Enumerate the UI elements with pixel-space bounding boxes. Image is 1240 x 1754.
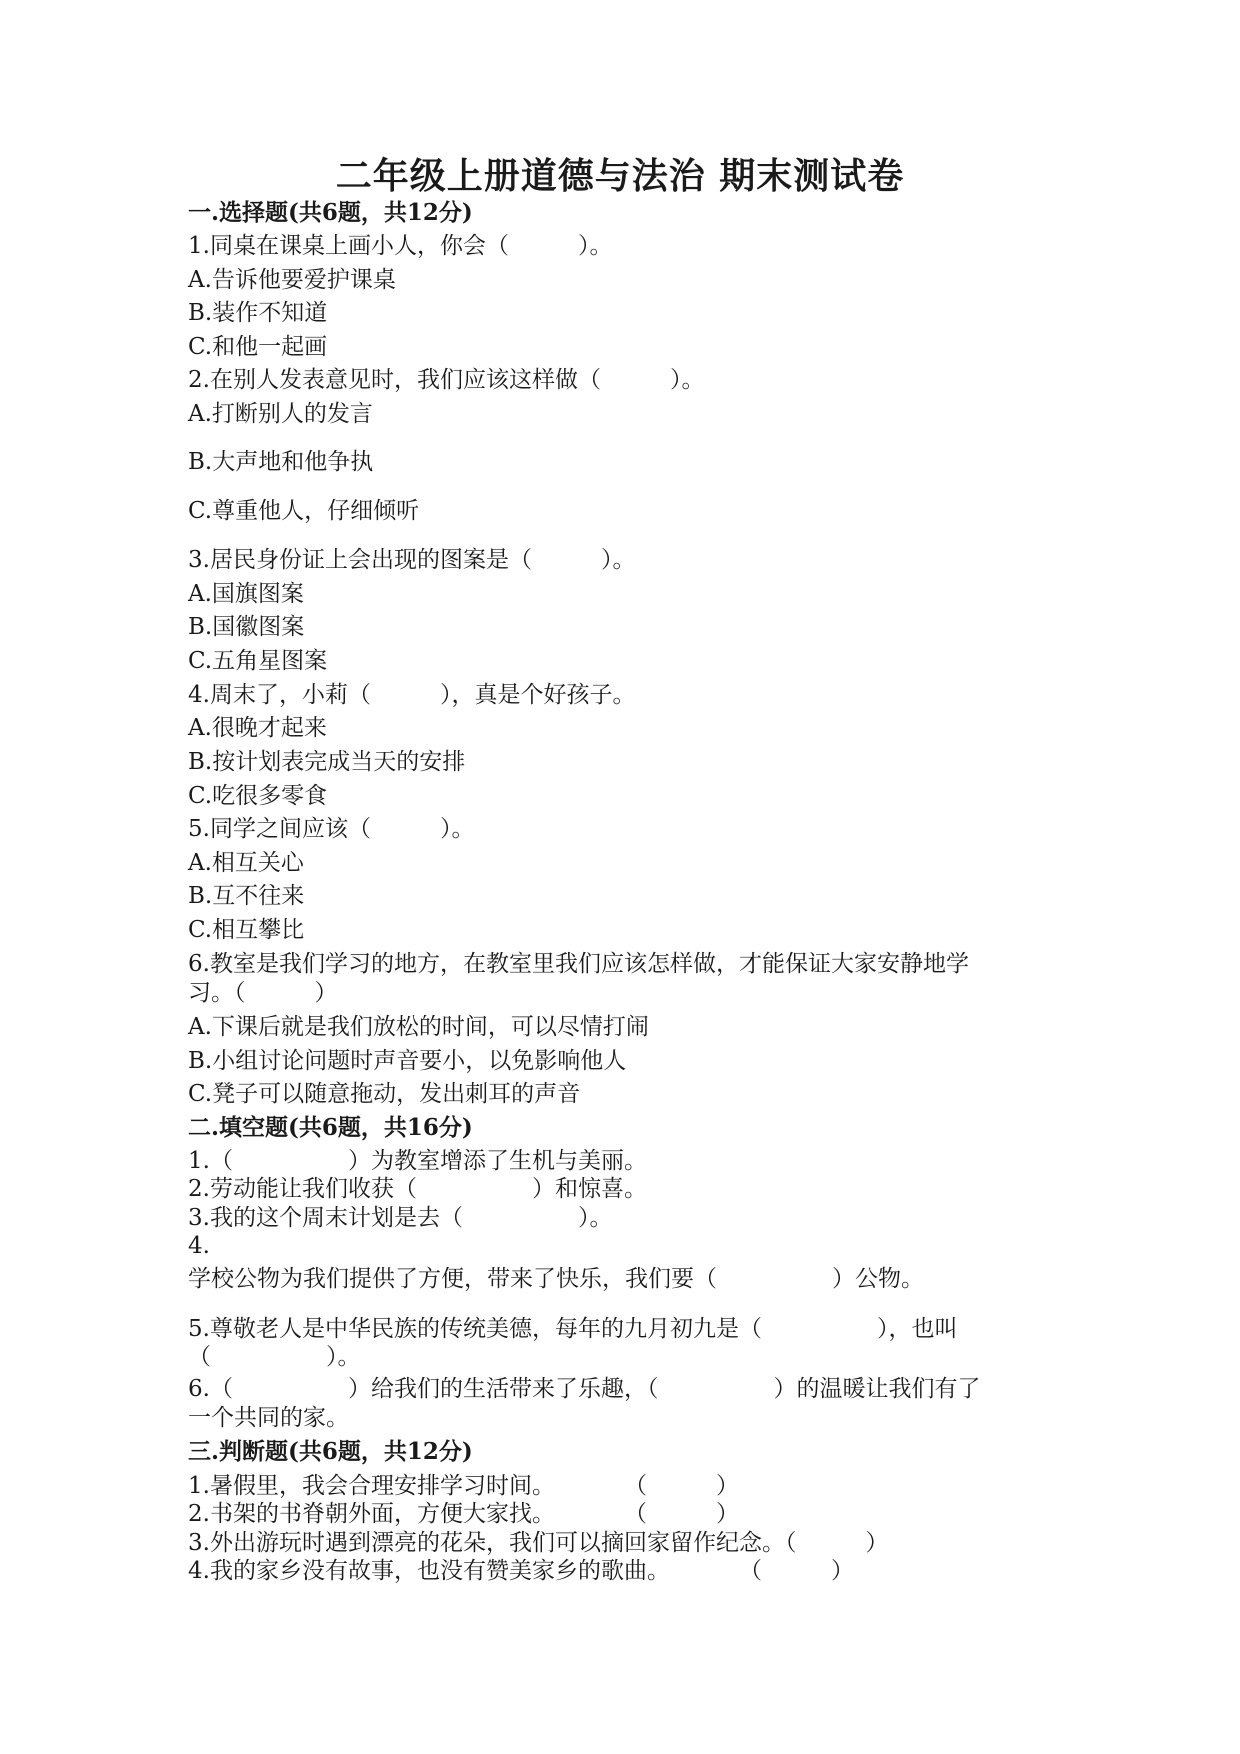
judge-question: 1.暑假里，我会合理安排学习时间。 （ ） [188,1473,739,1499]
option-a: A.相互关心 [188,850,304,876]
page-title: 二年级上册道德与法治 期末测试卷 [335,155,905,197]
fill-question: 1.（ ）为教室增添了生机与美丽。 [188,1148,647,1174]
option-c: C.和他一起画 [188,334,328,360]
question-stem: 2.在别人发表意见时，我们应该这样做（ ）。 [188,367,705,393]
question-stem-continued: 习。（ ） [188,980,338,1006]
option-a: A.下课后就是我们放松的时间，可以尽情打闹 [188,1014,649,1040]
option-b: B.按计划表完成当天的安排 [188,749,466,775]
fill-question-continued: 一个共同的家。 [188,1405,349,1431]
option-b: B.国徽图案 [188,614,305,640]
option-b: B.小组讨论问题时声音要小，以免影响他人 [188,1048,627,1074]
option-c: C.尊重他人，仔细倾听 [188,498,420,524]
option-a: A.打断别人的发言 [188,401,373,427]
section-heading-fill: 二.填空题(共6题，共16分) [188,1114,473,1141]
option-a: A.国旗图案 [188,581,304,607]
fill-question-continued: （ ）。 [188,1344,361,1370]
fill-question-number: 4. [188,1233,210,1259]
fill-question: 5.尊敬老人是中华民族的传统美德，每年的九月初九是（ ），也叫 [188,1316,958,1342]
option-a: A.很晚才起来 [188,715,327,741]
question-stem: 3.居民身份证上会出现的图案是（ ）。 [188,547,636,573]
question-stem: 6.教室是我们学习的地方，在教室里我们应该怎样做，才能保证大家安静地学 [188,951,969,977]
judge-question: 4.我的家乡没有故事，也没有赞美家乡的歌曲。 （ ） [188,1558,854,1584]
option-c: C.相互攀比 [188,917,305,943]
option-a: A.告诉他要爱护课桌 [188,267,396,293]
fill-question: 学校公物为我们提供了方便，带来了快乐，我们要（ ）公物。 [188,1266,924,1292]
judge-question: 3.外出游玩时遇到漂亮的花朵，我们可以摘回家留作纪念。（ ） [188,1530,889,1556]
option-b: B.装作不知道 [188,300,328,326]
question-stem: 4.周末了，小莉（ ），真是个好孩子。 [188,682,636,708]
fill-question: 2.劳动能让我们收获（ ）和惊喜。 [188,1176,647,1202]
judge-question: 2.书架的书脊朝外面，方便大家找。 （ ） [188,1501,739,1527]
option-c: C.凳子可以随意拖动，发出刺耳的声音 [188,1081,581,1107]
option-b: B.大声地和他争执 [188,449,374,475]
question-stem: 5.同学之间应该（ ）。 [188,816,475,842]
section-heading-judge: 三.判断题(共6题，共12分) [188,1438,473,1465]
option-c: C.吃很多零食 [188,783,328,809]
fill-question: 6.（ ）给我们的生活带来了乐趣，（ ）的温暖让我们有了 [188,1376,981,1402]
section-heading-choice: 一.选择题(共6题，共12分) [188,199,473,226]
question-stem: 1.同桌在课桌上画小人，你会（ ）。 [188,233,613,259]
option-b: B.互不往来 [188,883,305,909]
fill-question: 3.我的这个周末计划是去（ ）。 [188,1205,613,1231]
option-c: C.五角星图案 [188,648,328,674]
